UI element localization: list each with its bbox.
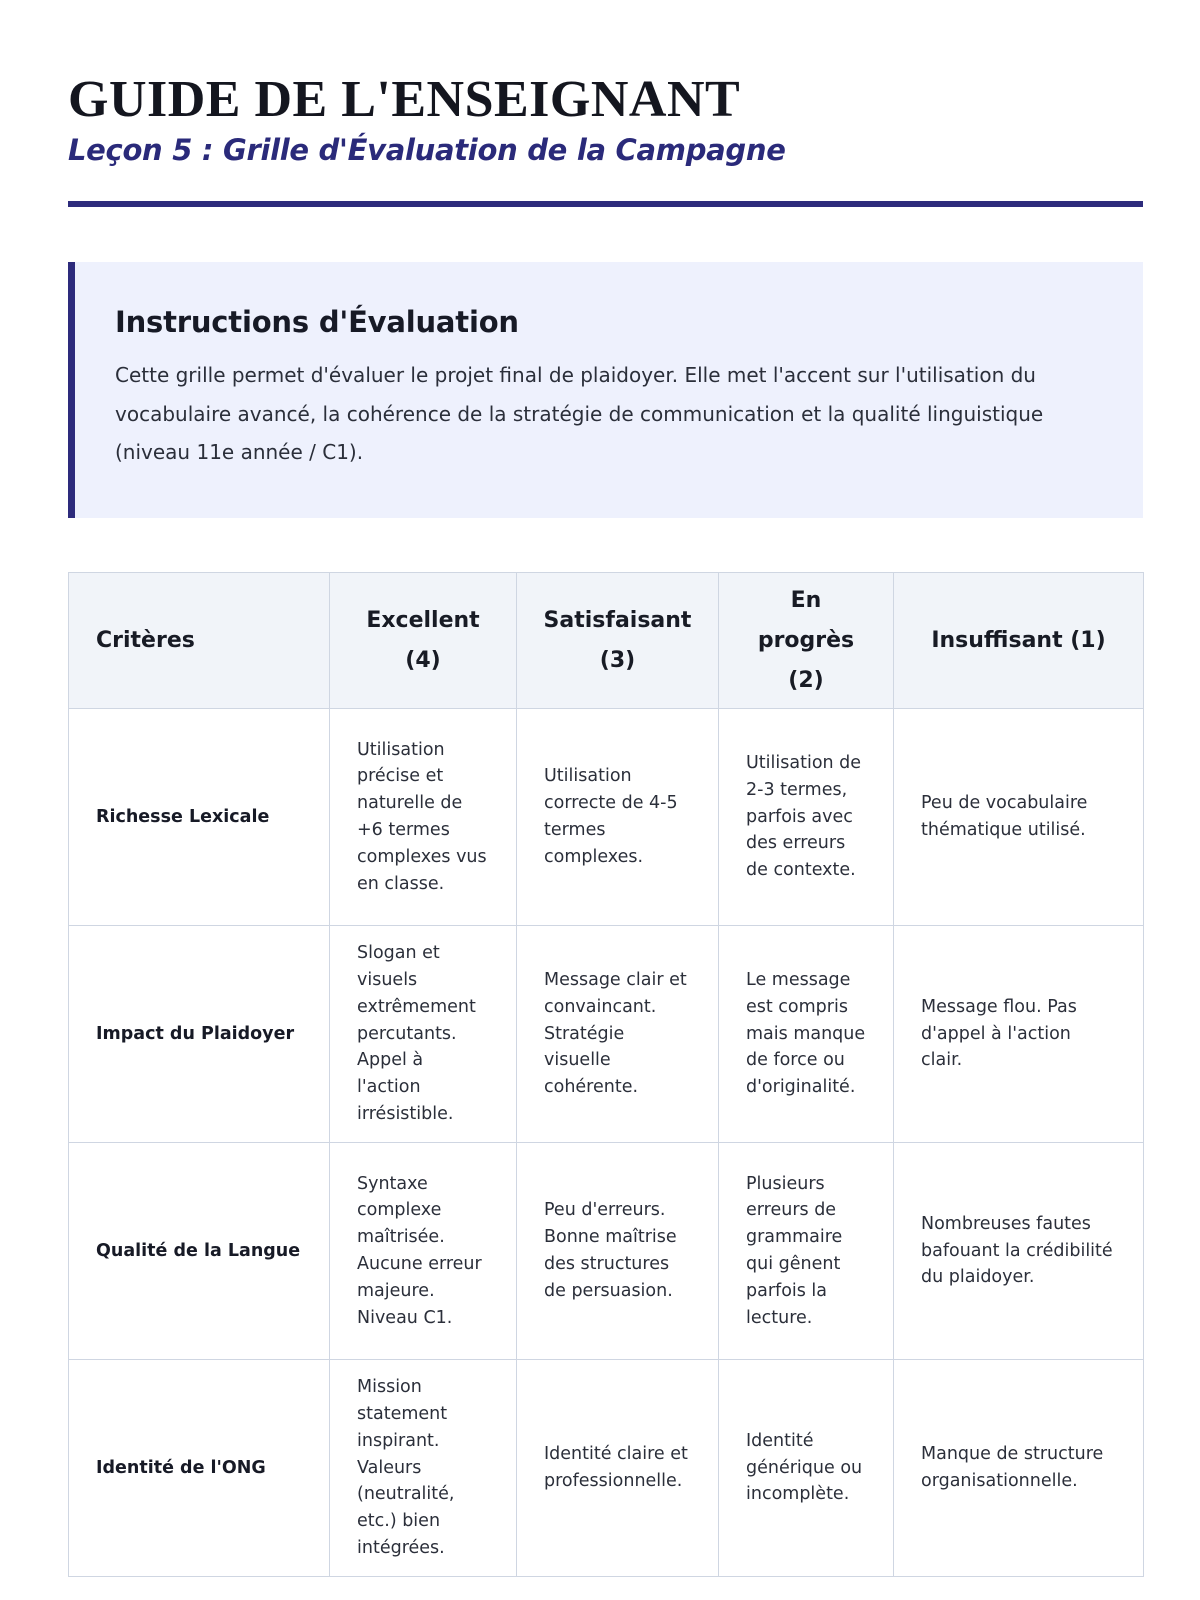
document-title: GUIDE DE L'ENSEIGNANT — [68, 71, 741, 128]
column-header-criteres: Critères — [69, 573, 330, 709]
lesson-subtitle: Leçon 5 : Grille d'Évaluation de la Campagne — [68, 133, 786, 167]
table-row — [69, 1143, 1144, 1360]
table-row — [69, 1360, 1144, 1577]
insuffisant-cell: Manque de structure organisationnelle. — [894, 1360, 1144, 1577]
en-progres-cell: Le message est compris mais manque de force ou d'originalité. — [719, 926, 894, 1143]
table-row — [69, 709, 1144, 926]
column-header-insuffisant: Insuffisant (1) — [894, 573, 1144, 709]
criterion-cell: Impact du Plaidoyer — [69, 926, 330, 1143]
title-divider — [68, 201, 1143, 207]
excellent-cell: Syntaxe complexe maîtrisée. Aucune erreur majeure. Niveau C1. — [330, 1143, 517, 1360]
criterion-cell: Qualité de la Langue — [69, 1143, 330, 1360]
insuffisant-cell: Nombreuses fautes bafouant la crédibilité du plaidoyer. — [894, 1143, 1144, 1360]
table-row — [69, 926, 1144, 1143]
instructions-box — [68, 262, 1143, 518]
table-header-row — [69, 573, 1144, 709]
satisfaisant-cell: Utilisation correcte de 4-5 termes complexes. — [517, 709, 719, 926]
excellent-cell: Slogan et visuels extrêmement percutants. Appel à l'action irrésistible. — [330, 926, 517, 1143]
column-header-excellent: Excellent (4) — [330, 573, 517, 709]
en-progres-cell: Plusieurs erreurs de grammaire qui gênent parfois la lecture. — [719, 1143, 894, 1360]
insuffisant-cell: Peu de vocabulaire thématique utilisé. — [894, 709, 1144, 926]
satisfaisant-cell: Peu d'erreurs. Bonne maîtrise des structures de persuasion. — [517, 1143, 719, 1360]
column-header-en-progres: En progrès (2) — [719, 573, 894, 709]
excellent-cell: Mission statement inspirant. Valeurs (neutralité, etc.) bien intégrées. — [330, 1360, 517, 1577]
instructions-text: Cette grille permet d'évaluer le projet final de plaidoyer. Elle met l'accent sur l'utilisation du vocabulaire avancé, la cohérence de la stratégie de communication et la qualité linguistique (niveau 11e année / C1). — [115, 363, 1044, 464]
en-progres-cell: Identité générique ou incomplète. — [719, 1360, 894, 1577]
column-header-satisfaisant: Satisfaisant (3) — [517, 573, 719, 709]
excellent-cell: Utilisation précise et naturelle de +6 termes complexes vus en classe. — [330, 709, 517, 926]
criterion-cell: Richesse Lexicale — [69, 709, 330, 926]
satisfaisant-cell: Identité claire et professionnelle. — [517, 1360, 719, 1577]
evaluation-rubric-table — [68, 572, 1144, 1577]
criterion-cell: Identité de l'ONG — [69, 1360, 330, 1577]
en-progres-cell: Utilisation de 2-3 termes, parfois avec des erreurs de contexte. — [719, 709, 894, 926]
instructions-title: Instructions d'Évaluation — [115, 305, 519, 339]
satisfaisant-cell: Message clair et convaincant. Stratégie visuelle cohérente. — [517, 926, 719, 1143]
insuffisant-cell: Message flou. Pas d'appel à l'action clair. — [894, 926, 1144, 1143]
